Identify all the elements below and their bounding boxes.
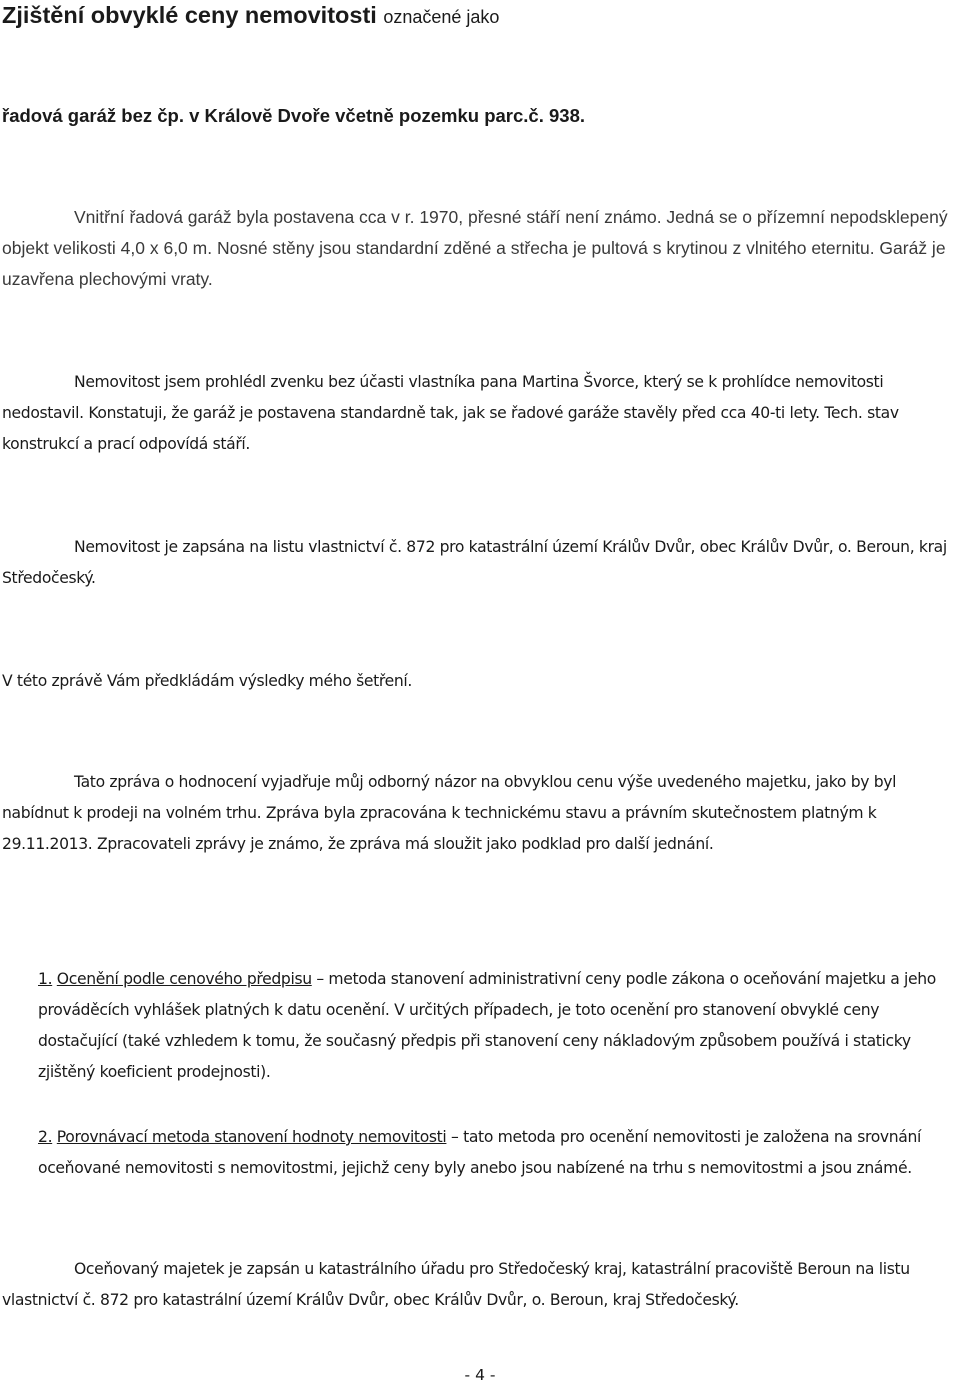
- document-subtitle: řadová garáž bez čp. v Královĕ Dvoře včetně pozemku parc.č. 938.: [2, 105, 586, 126]
- paragraph-ownership: [2, 532, 958, 594]
- paragraph-text: V této zprávě Vám předkládám výsledky mého šetření.: [2, 672, 412, 690]
- paragraph-text: Tato zpráva o hodnocení vyjadřuje můj odborný názor na obvyklou cenu výše uvedeného majetku, jako by byl nabídnut k prodeji na volném trhu. Zpráva byla zpracována k technickému stavu a právním skutečnostem platným k 29.11.2013. Zpracovateli zprávy je známo, že zpráva má sloužit jako podklad pro další jednání.: [2, 773, 897, 853]
- method-item-2: [38, 1122, 960, 1184]
- method-text: – tato metoda pro ocenění nemovitosti je založena na srovnání oceňované nemovitosti s nemovitostmi, jejichž ceny byly anebo jsou nabízené na trhu s nemovitostmi a jsou známé.: [38, 1128, 922, 1177]
- paragraph-results-intro: [2, 666, 958, 697]
- title-suffix: označené jako: [383, 7, 500, 27]
- method-number: 1.: [38, 970, 53, 988]
- paragraph-text: Nemovitost je zapsána na listu vlastnictví č. 872 pro katastrální území Králův Dvůr, obec Králův Dvůr, o. Beroun, kraj Středočeský.: [2, 538, 947, 587]
- method-item-1: [38, 964, 960, 1088]
- paragraph-text: Nemovitost jsem prohlédl zvenku bez účasti vlastníka pana Martina Švorce, který se k prohlídce nemovitosti nedostavil. Konstatuji, že garáž je postavena standardně tak, jak se řadové garáže stavěly před cca 40-ti lety. Tech. stav konstrukcí a prací odpovídá stáří.: [2, 373, 899, 453]
- method-text: – metoda stanovení administrativní ceny podle zákona o oceňování majetku a jeho prováděcích vyhlášek platných k datu ocenění. V určitých případech, je toto ocenění pro stanovení obvyklé ceny dostačující (také vzhledem k tomu, že současný předpis při stanovení ceny nákladovým způsobem používá i staticky zjištěný koeficient prodejnosti).: [38, 970, 936, 1081]
- paragraph-cadastral-office: [2, 1254, 958, 1316]
- paragraph-building-description: [2, 202, 958, 295]
- paragraph-text: Oceňovaný majetek je zapsán u katastrálního úřadu pro Středočeský kraj, katastrální pracoviště Beroun na listu vlastnictví č. 872 pro katastrální území Králův Dvůr, obec Králův Dvůr, o. Beroun, kraj Středočeský.: [2, 1260, 910, 1309]
- method-title: Porovnávací metoda stanovení hodnoty nemovitosti: [56, 1128, 447, 1146]
- paragraph-text: Vnitřní řadová garáž byla postavena cca v r. 1970, přesné stáří není známo. Jedná se o přízemní nepodsklepený objekt velikosti 4,0 x 6,0 m. Nosné stěny jsou standardní zděné a střecha je pultová s krytinou z vlnitého eternitu. Garáž je uzavřena plechovými vraty.: [2, 207, 948, 289]
- title-bold: Zjištění obvyklé ceny nemovitosti: [2, 2, 377, 28]
- method-title: Ocenění podle cenového předpisu: [56, 970, 312, 988]
- paragraph-report-purpose: [2, 767, 958, 860]
- page-number: - 4 -: [464, 1366, 496, 1384]
- document-title: [2, 0, 499, 32]
- method-number: 2.: [38, 1128, 53, 1146]
- paragraph-inspection: [2, 367, 958, 460]
